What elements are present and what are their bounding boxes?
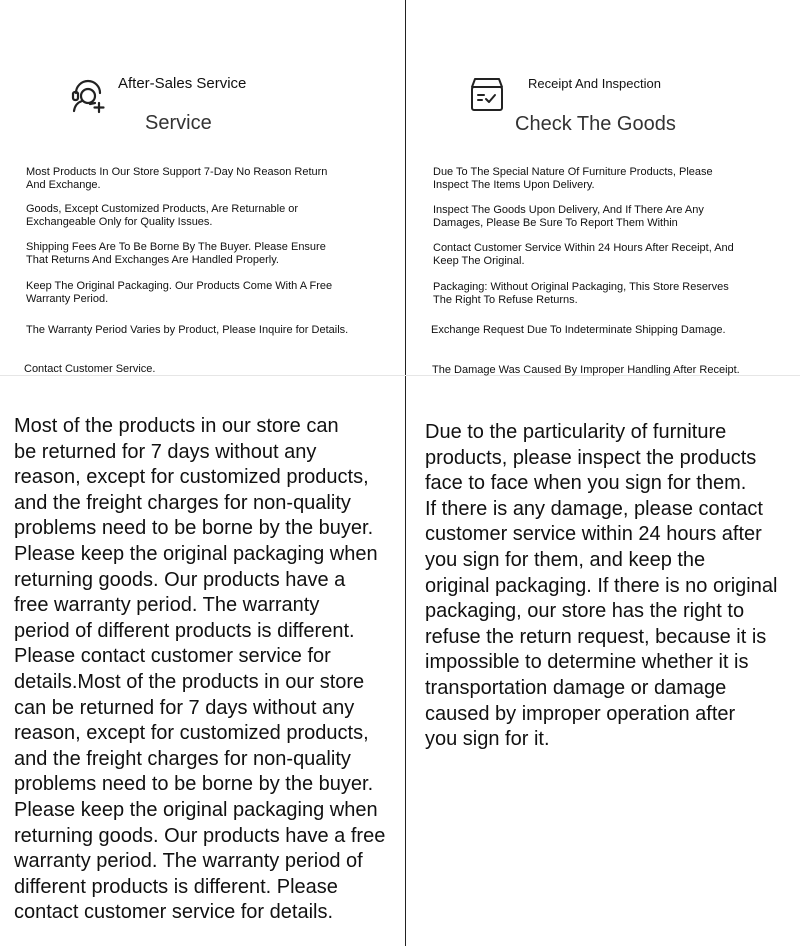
center-divider [405,0,406,946]
left-bullet-1: Most Products In Our Store Support 7-Day No Reason Return And Exchange. [26,166,328,191]
right-paragraph: Due to the particularity of furniture products, please inspect the products face to face when you sign for them. If there is any damage, please contact customer service within 24 hours after you sign for them, and keep the original packaging. If there is no original packaging, our store has the right to refuse the return request, because it is impossible to determine whether it is transportation damage or damage caused by improper operation after you sign for it. [425,421,778,751]
receipt-inspection-title: Receipt And Inspection [528,76,661,91]
right-bullet-6: The Damage Was Caused By Improper Handling After Receipt. [432,364,740,376]
check-goods-heading: Check The Goods [515,113,676,135]
right-bullet-3: Contact Customer Service Within 24 Hours After Receipt, And Keep The Original. [433,242,734,267]
right-bullet-4: Packaging: Without Original Packaging, This Store Reserves The Right To Refuse Returns. [433,281,729,306]
right-bullet-1: Due To The Special Nature Of Furniture Products, Please Inspect The Items Upon Delivery. [433,166,713,191]
package-check-icon [469,76,505,112]
service-heading: Service [145,112,212,134]
left-bullet-4: Keep The Original Packaging. Our Products Come With A Free Warranty Period. [26,280,333,305]
left-bullet-3: Shipping Fees Are To Be Borne By The Buyer. Please Ensure That Returns And Exchanges Are Handled Properly. [26,241,326,266]
right-bullet-5: Exchange Request Due To Indeterminate Shipping Damage. [431,324,726,336]
left-paragraph: Most of the products in our store can be returned for 7 days without any reason, except for customized products, and the freight charges for non-quality problems need to be borne by the buyer. Please keep the original packaging when returning goods. Our products have a free warranty period. The warranty period of different products is different. Please contact customer service for details.Most of the products in our store can be returned for 7 days without any reason, except for customized products, and the freight charges for non-quality problems need to be borne by the buyer. Please keep the original packaging when returning goods. Our products have a free warranty period. The warranty period of different products is different. Please contact customer service for details. [14,415,386,924]
headset-support-icon [68,76,108,114]
left-bullet-6: Contact Customer Service. [24,363,156,375]
left-bullet-2: Goods, Except Customized Products, Are Returnable or Exchangeable Only for Quality Issues. [26,203,299,228]
after-sales-title: After-Sales Service [118,75,247,92]
left-bullet-5: The Warranty Period Varies by Product, Please Inquire for Details. [26,324,349,336]
right-bullet-2: Inspect The Goods Upon Delivery, And If There Are Any Damages, Please Be Sure To Report Them Within [433,204,704,229]
